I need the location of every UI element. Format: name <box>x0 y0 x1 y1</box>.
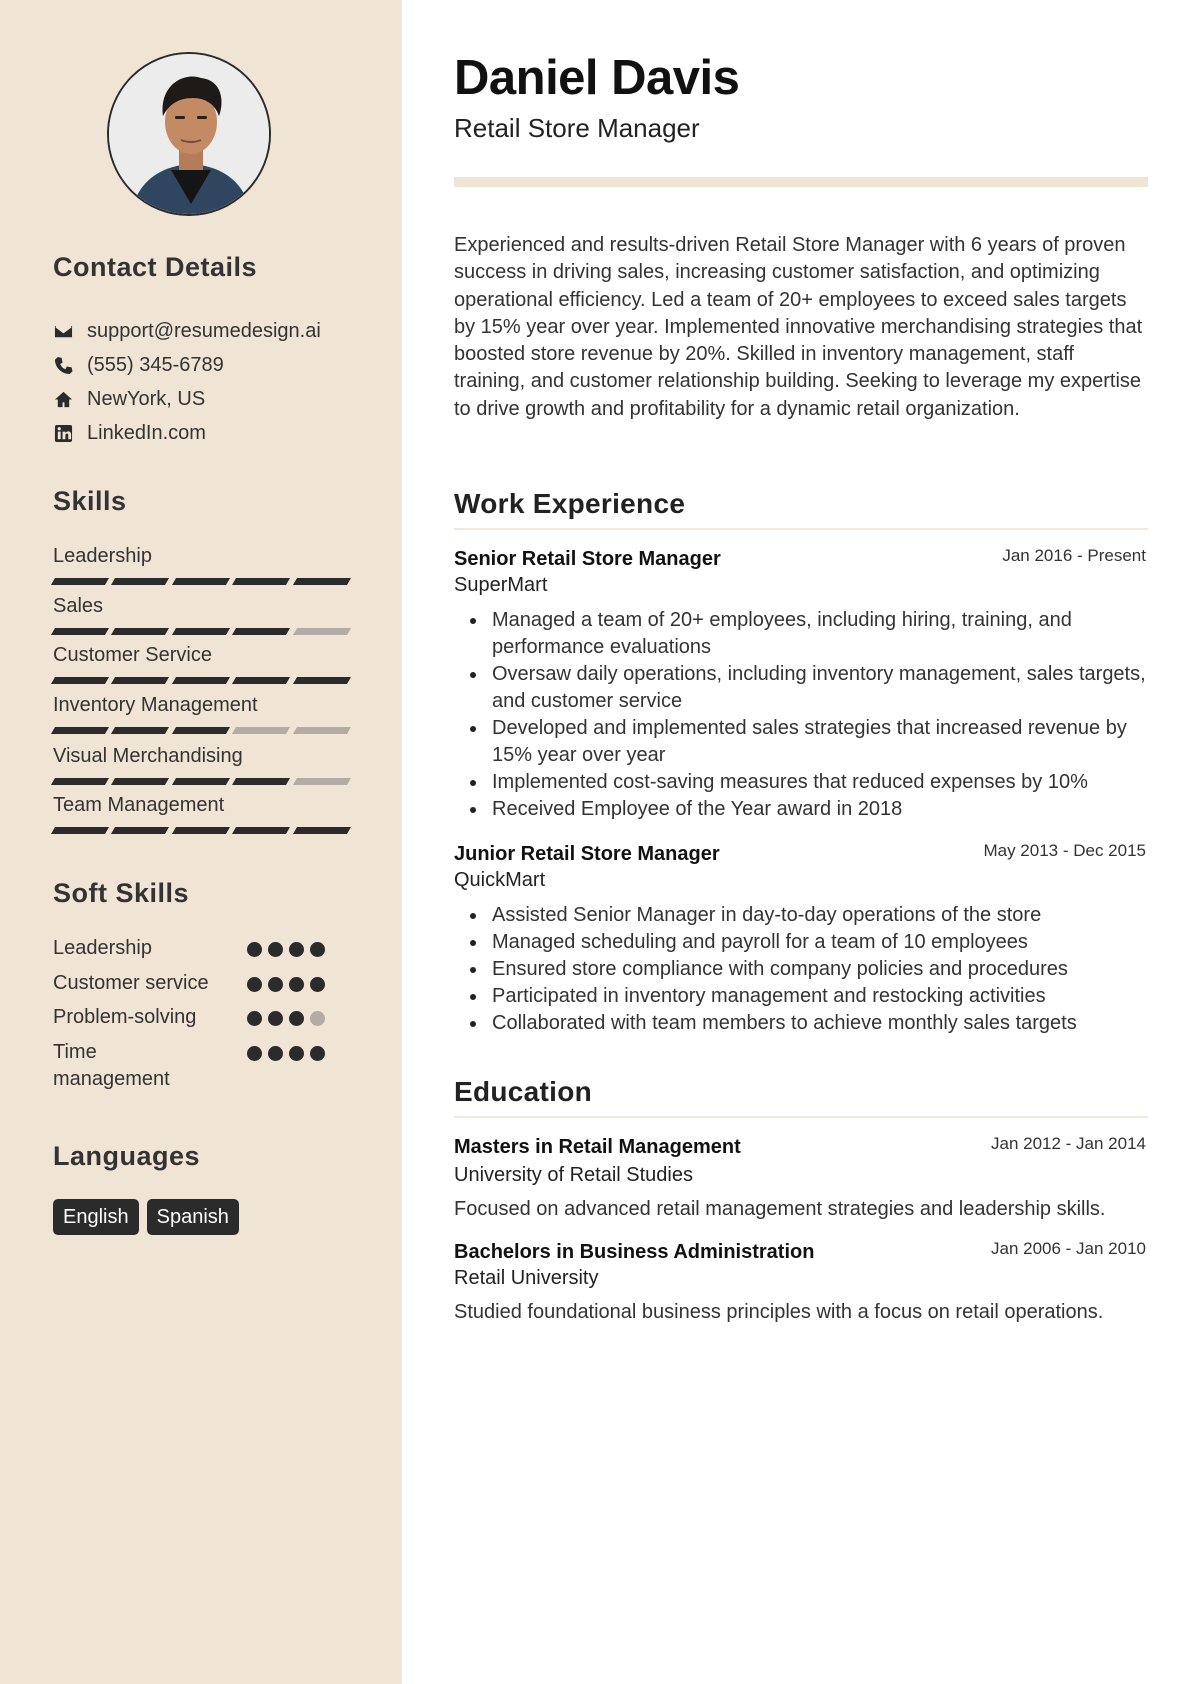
skill-label: Sales <box>53 595 104 617</box>
job-company: SuperMart <box>454 574 548 596</box>
degree-date: Jan 2012 - Jan 2014 <box>990 1134 1146 1153</box>
skill-level-bar <box>53 727 349 734</box>
home-icon <box>53 389 73 409</box>
job-bullets <box>454 902 1148 1037</box>
soft-skill-label: Customer service <box>53 972 209 994</box>
skill-level-segment <box>293 628 351 635</box>
phone-icon <box>53 355 73 375</box>
skill-level-segment <box>111 827 169 834</box>
section-divider <box>454 528 1148 530</box>
list-item: Implemented cost-saving measures that reduced expenses by 10% <box>454 769 1148 796</box>
skill-level-segment <box>293 578 351 585</box>
job-title: Junior Retail Store Manager <box>454 843 720 865</box>
job-date: Jan 2016 - Present <box>1002 546 1146 565</box>
degree-description: Studied foundational business principles with a focus on retail operations. <box>454 1301 1104 1323</box>
skill-level-segment <box>232 827 290 834</box>
list-item: Collaborated with team members to achieve monthly sales targets <box>454 1010 1148 1037</box>
rating-dot <box>289 1046 304 1061</box>
section-divider <box>454 1116 1148 1118</box>
contact-location <box>53 386 205 412</box>
contact-phone[interactable] <box>53 352 224 378</box>
skill-level-segment <box>232 778 290 785</box>
language-tag: English <box>53 1199 139 1235</box>
candidate-name: Daniel Davis <box>454 51 740 105</box>
main-content <box>402 0 1200 1684</box>
rating-dot <box>310 1046 325 1061</box>
soft-skill-rating <box>247 1046 325 1061</box>
skill-level-segment <box>51 677 109 684</box>
rating-dot <box>310 942 325 957</box>
skill-level-segment <box>51 628 109 635</box>
job-date: May 2013 - Dec 2015 <box>983 841 1146 860</box>
degree-title: Masters in Retail Management <box>454 1136 741 1158</box>
rating-dot <box>310 1011 325 1026</box>
list-item: Oversaw daily operations, including inventory management, sales targets, and customer service <box>454 661 1148 715</box>
language-tag: Spanish <box>147 1199 239 1235</box>
rating-dot <box>247 942 262 957</box>
skill-label: Inventory Management <box>53 694 258 716</box>
avatar <box>107 52 271 216</box>
languages-list <box>53 1199 239 1235</box>
list-item: Ensured store compliance with company policies and procedures <box>454 956 1148 983</box>
skill-level-bar <box>53 628 349 635</box>
contact-linkedin[interactable] <box>53 420 206 446</box>
skill-level-segment <box>172 677 230 684</box>
skill-level-segment <box>232 727 290 734</box>
list-item: Participated in inventory management and restocking activities <box>454 983 1148 1010</box>
skill-level-bar <box>53 778 349 785</box>
education-heading: Education <box>454 1076 593 1107</box>
candidate-role: Retail Store Manager <box>454 113 700 143</box>
skill-level-segment <box>111 628 169 635</box>
rating-dot <box>268 942 283 957</box>
skill-level-bar <box>53 827 349 834</box>
skill-level-segment <box>293 827 351 834</box>
contact-email-text: support@resumedesign.ai <box>87 319 321 342</box>
soft-skills-heading: Soft Skills <box>53 878 190 908</box>
soft-skill-label: Leadership <box>53 937 152 959</box>
skill-level-segment <box>232 578 290 585</box>
skill-level-segment <box>111 727 169 734</box>
skill-level-segment <box>111 677 169 684</box>
skill-level-segment <box>293 778 351 785</box>
skill-level-segment <box>172 827 230 834</box>
school-name: University of Retail Studies <box>454 1164 693 1186</box>
contact-details-heading: Contact Details <box>53 252 258 282</box>
skill-label: Customer Service <box>53 644 212 666</box>
contact-phone-text: (555) 345-6789 <box>87 353 224 376</box>
skill-level-segment <box>232 677 290 684</box>
contact-email[interactable] <box>53 318 321 344</box>
rating-dot <box>289 942 304 957</box>
degree-title: Bachelors in Business Administration <box>454 1241 815 1263</box>
soft-skill-label: Problem-solving <box>53 1006 197 1028</box>
list-item: Received Employee of the Year award in 2018 <box>454 796 1148 823</box>
rating-dot <box>247 977 262 992</box>
rating-dot <box>247 1046 262 1061</box>
skill-level-segment <box>232 628 290 635</box>
skill-level-segment <box>172 778 230 785</box>
list-item: Developed and implemented sales strategies that increased revenue by 15% year over year <box>454 715 1148 769</box>
rating-dot <box>247 1011 262 1026</box>
job-bullets <box>454 607 1148 823</box>
skill-level-segment <box>293 727 351 734</box>
degree-date: Jan 2006 - Jan 2010 <box>990 1239 1146 1258</box>
list-item: Managed a team of 20+ employees, including hiring, training, and performance evaluations <box>454 607 1148 661</box>
list-item: Managed scheduling and payroll for a team of 10 employees <box>454 929 1148 956</box>
linkedin-icon <box>53 423 73 443</box>
soft-skill-rating <box>247 942 325 957</box>
rating-dot <box>268 977 283 992</box>
rating-dot <box>289 1011 304 1026</box>
languages-heading: Languages <box>53 1141 201 1171</box>
skill-label: Team Management <box>53 794 225 816</box>
job-title: Senior Retail Store Manager <box>454 548 721 570</box>
skill-level-segment <box>51 727 109 734</box>
soft-skill-rating <box>247 1011 325 1026</box>
profile-photo <box>109 54 271 216</box>
skill-level-segment <box>172 727 230 734</box>
rating-dot <box>268 1011 283 1026</box>
header-divider <box>454 177 1148 187</box>
skill-label: Visual Merchandising <box>53 745 243 767</box>
skill-level-segment <box>293 677 351 684</box>
work-experience-heading: Work Experience <box>454 488 686 519</box>
degree-description: Focused on advanced retail management strategies and leadership skills. <box>454 1198 1106 1220</box>
skill-level-bar <box>53 578 349 585</box>
skill-level-segment <box>172 578 230 585</box>
rating-dot <box>289 977 304 992</box>
contact-linkedin-text: LinkedIn.com <box>87 421 206 444</box>
skill-level-segment <box>51 778 109 785</box>
school-name: Retail University <box>454 1267 599 1289</box>
soft-skill-rating <box>247 977 325 992</box>
list-item: Assisted Senior Manager in day-to-day operations of the store <box>454 902 1148 929</box>
profile-summary: Experienced and results-driven Retail Store Manager with 6 years of proven success in driving sales, increasing customer satisfaction, and optimizing operational efficiency. Led a team of 20+ employees to exceed sales targets by 15% year over year. Implemented innovative merchandising strategies that boosted store revenue by 20%. Skilled in inventory management, staff training, and customer relationship building. Seeking to leverage my expertise to drive growth and profitability for a dynamic retail organization. <box>454 234 1143 420</box>
envelope-icon <box>53 321 73 341</box>
skill-level-segment <box>111 778 169 785</box>
rating-dot <box>310 977 325 992</box>
job-company: QuickMart <box>454 869 546 891</box>
rating-dot <box>268 1046 283 1061</box>
skill-level-bar <box>53 677 349 684</box>
skill-level-segment <box>51 827 109 834</box>
soft-skill-label: Time management <box>53 1041 170 1090</box>
skill-label: Leadership <box>53 545 152 567</box>
skill-level-segment <box>172 628 230 635</box>
skill-level-segment <box>111 578 169 585</box>
skill-level-segment <box>51 578 109 585</box>
skills-heading: Skills <box>53 486 127 516</box>
contact-location-text: NewYork, US <box>87 387 206 410</box>
sidebar <box>0 0 402 1684</box>
